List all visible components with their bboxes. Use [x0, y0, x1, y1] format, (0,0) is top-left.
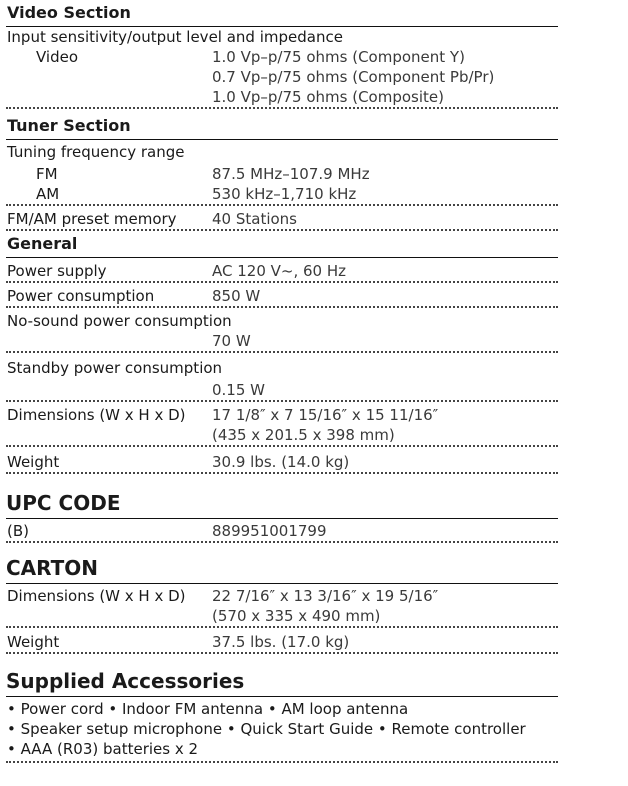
preset-label: FM/AM preset memory	[7, 210, 177, 228]
general-section-heading: General	[6, 231, 558, 258]
preset-value: 40 Stations	[212, 210, 297, 228]
power-supply-row	[6, 258, 558, 283]
weight-label: Weight	[7, 453, 60, 471]
accessory-line: • AAA (R03) batteries x 2	[7, 740, 199, 758]
video-section-heading: Video Section	[6, 0, 558, 27]
dimensions-mm: (435 x 201.5 x 398 mm)	[212, 426, 395, 444]
video-row	[6, 87, 558, 109]
tuning-range-label: Tuning frequency range	[7, 143, 185, 161]
carton-dimensions-mm: (570 x 335 x 490 mm)	[212, 607, 381, 625]
carton-weight-label: Weight	[7, 633, 60, 651]
fm-row	[6, 162, 558, 184]
carton-weight-value: 37.5 lbs. (17.0 kg)	[212, 633, 350, 651]
carton-heading: CARTON	[6, 543, 558, 584]
video-label: Video	[36, 48, 79, 66]
video-value-1: 1.0 Vp–p/75 ohms (Component Y)	[212, 48, 465, 66]
fm-value: 87.5 MHz–107.9 MHz	[212, 165, 370, 183]
dimensions-row	[6, 402, 558, 425]
video-row	[6, 67, 558, 87]
upc-row	[6, 519, 558, 543]
accessories-heading: Supplied Accessories	[6, 654, 558, 697]
video-input-label: Input sensitivity/output level and impedance	[7, 28, 343, 46]
carton-dimensions-label: Dimensions (W x H x D)	[7, 587, 186, 605]
standby-value: 0.15 W	[212, 381, 265, 399]
video-row	[6, 47, 558, 67]
fm-label: FM	[36, 165, 58, 183]
power-consumption-value: 850 W	[212, 287, 261, 305]
video-value-2: 0.7 Vp–p/75 ohms (Component Pb/Pr)	[212, 68, 495, 86]
power-consumption-label: Power consumption	[7, 287, 155, 305]
dimensions-inches: 17 1/8″ x 7 15/16″ x 15 11/16″	[212, 406, 439, 424]
spec-sheet	[6, 0, 558, 763]
carton-dimensions-row	[6, 606, 558, 628]
weight-value: 30.9 lbs. (14.0 kg)	[212, 453, 350, 471]
nosound-label: No-sound power consumption	[7, 312, 232, 330]
weight-row	[6, 447, 558, 474]
carton-weight-row	[6, 628, 558, 654]
carton-dimensions-row	[6, 584, 558, 606]
power-supply-value: AC 120 V~, 60 Hz	[212, 262, 347, 280]
am-row	[6, 184, 558, 206]
carton-dimensions-inches: 22 7/16″ x 13 3/16″ x 19 5/16″	[212, 587, 439, 605]
upc-heading: UPC CODE	[6, 474, 558, 519]
nosound-value: 70 W	[212, 332, 251, 350]
power-supply-label: Power supply	[7, 262, 107, 280]
am-label: AM	[36, 185, 60, 203]
video-value-3: 1.0 Vp–p/75 ohms (Composite)	[212, 88, 444, 106]
preset-row	[6, 206, 558, 231]
dimensions-label: Dimensions (W x H x D)	[7, 406, 186, 424]
dimensions-row	[6, 425, 558, 447]
am-value: 530 kHz–1,710 kHz	[212, 185, 357, 203]
power-consumption-row	[6, 283, 558, 308]
standby-label: Standby power consumption	[7, 359, 223, 377]
standby-row	[6, 378, 558, 402]
accessory-line: • Speaker setup microphone • Quick Start Guide • Remote controller	[7, 720, 526, 738]
accessory-line: • Power cord • Indoor FM antenna • AM loop antenna	[7, 700, 409, 718]
upc-value: 889951001799	[212, 522, 327, 540]
nosound-row	[6, 331, 558, 353]
tuner-section-heading: Tuner Section	[6, 113, 558, 140]
upc-label: (B)	[7, 522, 29, 540]
